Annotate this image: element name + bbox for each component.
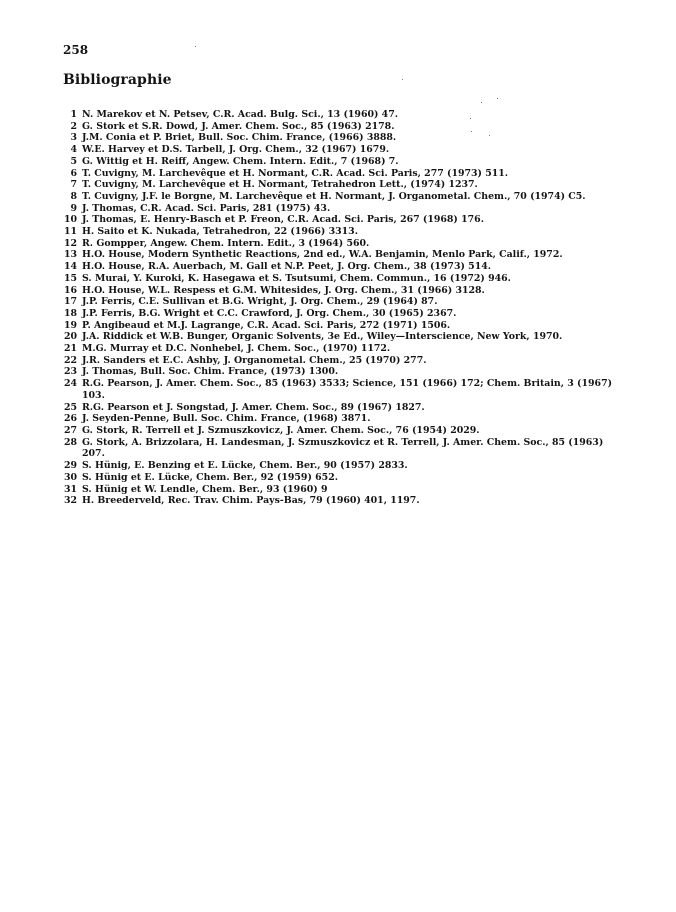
reference-item (62, 308, 622, 320)
reference-text: H. Breederveld, Rec. Trav. Chim. Pays-Bas, 79 (1960) 401, 1197. (82, 495, 420, 507)
reference-number: 4 (70, 144, 77, 156)
reference-text: S. Murai, Y. Kuroki, K. Hasegawa et S. Tsutsumi, Chem. Commun., 16 (1972) 946. (82, 272, 511, 284)
scan-speck (497, 98, 498, 99)
reference-number: 31 (63, 483, 77, 495)
reference-number: 13 (63, 249, 77, 261)
reference-text: J.M. Conia et P. Briet, Bull. Soc. Chim. France, (1966) 3888. (82, 132, 397, 144)
reference-text: G. Wittig et H. Reiff, Angew. Chem. Intern. Edit., 7 (1968) 7. (82, 155, 399, 167)
reference-text: M.G. Murray et D.C. Nonhebel, J. Chem. Soc., (1970) 1172. (82, 343, 391, 355)
scan-speck (402, 79, 403, 80)
reference-item (62, 343, 622, 355)
reference-item (62, 472, 622, 484)
reference-text: J.P. Ferris, B.G. Wright et C.C. Crawford, J. Org. Chem., 30 (1965) 2367. (82, 307, 457, 319)
reference-number: 12 (63, 237, 77, 249)
reference-number: 11 (63, 226, 77, 238)
scan-speck (481, 102, 482, 103)
reference-item (62, 437, 622, 460)
reference-item (62, 495, 622, 507)
reference-number: 2 (70, 120, 77, 132)
reference-text: H.O. House, R.A. Auerbach, M. Gall et N.P. Peet, J. Org. Chem., 38 (1973) 514. (82, 261, 492, 273)
reference-item (62, 168, 622, 180)
reference-number: 22 (63, 354, 77, 366)
reference-text: P. Angibeaud et M.J. Lagrange, C.R. Acad. Sci. Paris, 272 (1971) 1506. (82, 319, 451, 331)
reference-text: J.P. Ferris, C.E. Sullivan et B.G. Wright, J. Org. Chem., 29 (1964) 87. (82, 296, 438, 308)
reference-text: W.E. Harvey et D.S. Tarbell, J. Org. Chem., 32 (1967) 1679. (82, 144, 390, 156)
reference-text: J.A. Riddick et W.B. Bunger, Organic Solvents, 3e Ed., Wiley—Interscience, New York, 1970. (82, 331, 563, 343)
reference-number: 15 (63, 272, 77, 284)
reference-text: R.G. Pearson et J. Songstad, J. Amer. Chem. Soc., 89 (1967) 1827. (82, 401, 425, 413)
reference-text: G. Stork, A. Brizzolara, H. Landesman, J. Szmuszkovicz et R. Terrell, J. Amer. Chem. Soc., 85 (1963) 207. (82, 436, 604, 460)
reference-item (62, 413, 622, 425)
reference-item (62, 273, 622, 285)
reference-text: G. Stork et S.R. Dowd, J. Amer. Chem. Soc., 85 (1963) 2178. (82, 120, 395, 132)
reference-item (62, 296, 622, 308)
scan-speck (470, 118, 471, 119)
reference-item (62, 261, 622, 273)
reference-item (62, 214, 622, 226)
reference-text: S. Hünig, E. Benzing et E. Lücke, Chem. Ber., 90 (1957) 2833. (82, 460, 408, 472)
reference-item (62, 203, 622, 215)
section-heading: Bibliographie (63, 72, 172, 88)
reference-number: 28 (63, 436, 77, 448)
reference-number: 25 (63, 401, 77, 413)
reference-text: T. Cuvigny, M. Larchevêque et H. Normant, Tetrahedron Lett., (1974) 1237. (82, 179, 478, 191)
reference-number: 30 (63, 471, 77, 483)
reference-text: N. Marekov et N. Petsev, C.R. Acad. Bulg. Sci., 13 (1960) 47. (82, 109, 398, 120)
reference-item (62, 460, 622, 472)
reference-item (62, 249, 622, 261)
reference-text: S. Hünig et E. Lücke, Chem. Ber., 92 (1959) 652. (82, 471, 338, 483)
reference-text: R.G. Pearson, J. Amer. Chem. Soc., 85 (1963) 3533; Science, 151 (1966) 172; Chem. Britain, 3 (1967) 103. (82, 378, 613, 401)
reference-number: 1 (70, 109, 77, 120)
reference-item (62, 484, 622, 496)
reference-text: H. Saito et K. Nukada, Tetrahedron, 22 (1966) 3313. (82, 226, 358, 238)
reference-number: 5 (70, 155, 77, 167)
reference-item (62, 366, 622, 378)
reference-number: 19 (63, 319, 77, 331)
reference-item (62, 425, 622, 437)
reference-item (62, 132, 622, 144)
reference-item (62, 226, 622, 238)
reference-number: 3 (70, 132, 77, 144)
page-number: 258 (63, 43, 89, 57)
scan-speck (489, 135, 490, 136)
reference-number: 27 (63, 424, 77, 436)
reference-text: J. Thomas, C.R. Acad. Sci. Paris, 281 (1975) 43. (82, 202, 331, 214)
reference-number: 8 (70, 190, 77, 202)
reference-text: J. Thomas, E. Henry-Basch et P. Freon, C.R. Acad. Sci. Paris, 267 (1968) 176. (82, 214, 484, 226)
reference-item (62, 238, 622, 250)
reference-text: T. Cuvigny, M. Larchevêque et H. Normant, C.R. Acad. Sci. Paris, 277 (1973) 511. (82, 167, 509, 179)
reference-item (62, 378, 622, 401)
reference-number: 24 (63, 378, 77, 390)
reference-item (62, 121, 622, 133)
reference-text: T. Cuvigny, J.F. le Borgne, M. Larchevêque et H. Normant, J. Organometal. Chem., 70 (1974) C5. (82, 190, 586, 202)
reference-item (62, 331, 622, 343)
reference-number: 17 (63, 296, 77, 308)
reference-text: G. Stork, R. Terrell et J. Szmuszkovicz, J. Amer. Chem. Soc., 76 (1954) 2029. (82, 424, 480, 436)
reference-number: 6 (70, 167, 77, 179)
reference-number: 29 (63, 460, 77, 472)
reference-list (62, 109, 622, 507)
reference-number: 18 (63, 307, 77, 319)
reference-item (62, 156, 622, 168)
reference-number: 20 (63, 331, 77, 343)
reference-number: 32 (63, 495, 77, 507)
reference-number: 23 (63, 366, 77, 378)
scan-speck (471, 131, 472, 132)
reference-number: 26 (63, 413, 77, 425)
reference-item (62, 179, 622, 191)
reference-item (62, 144, 622, 156)
reference-text: R. Gompper, Angew. Chem. Intern. Edit., 3 (1964) 560. (82, 237, 370, 249)
reference-number: 7 (70, 179, 77, 191)
reference-item (62, 109, 622, 121)
reference-text: J. Thomas, Bull. Soc. Chim. France, (1973) 1300. (82, 366, 339, 378)
reference-item (62, 320, 622, 332)
reference-item (62, 285, 622, 297)
reference-number: 21 (63, 343, 77, 355)
scan-speck (195, 46, 196, 47)
reference-number: 10 (63, 214, 77, 226)
reference-number: 9 (70, 202, 77, 214)
reference-text: S. Hünig et W. Lendle, Chem. Ber., 93 (1960) 9 (82, 483, 328, 495)
reference-text: H.O. House, W.L. Respess et G.M. Whitesides, J. Org. Chem., 31 (1966) 3128. (82, 284, 485, 296)
reference-number: 14 (63, 261, 77, 273)
reference-item (62, 191, 622, 203)
reference-text: H.O. House, Modern Synthetic Reactions, 2nd ed., W.A. Benjamin, Menlo Park, Calif., 1972. (82, 249, 563, 261)
reference-item (62, 355, 622, 367)
reference-item (62, 402, 622, 414)
reference-number: 16 (63, 284, 77, 296)
reference-text: J.R. Sanders et E.C. Ashby, J. Organometal. Chem., 25 (1970) 277. (82, 354, 427, 366)
reference-text: J. Seyden-Penne, Bull. Soc. Chim. France, (1968) 3871. (82, 413, 371, 425)
